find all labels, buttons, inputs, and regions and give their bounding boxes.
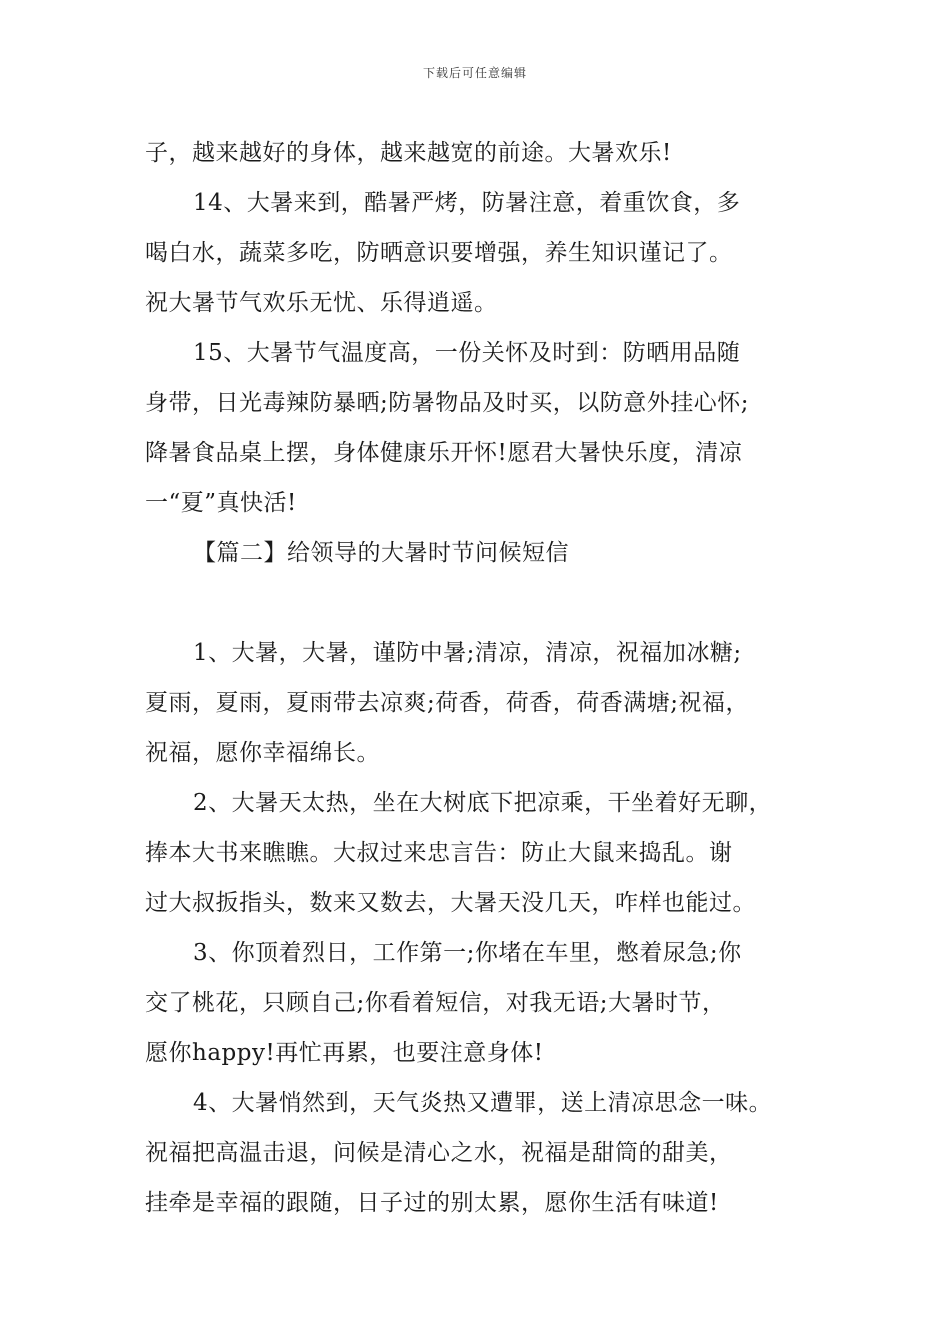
text-line: 14、大暑来到，酷暑严烤，防暑注意，着重饮食，多 — [193, 190, 741, 216]
text-line: 身带，日光毒辣防暴晒;防暑物品及时买，以防意外挂心怀; — [145, 390, 749, 416]
text-line: 喝白水，蔬菜多吃，防晒意识要增强，养生知识谨记了。 — [145, 240, 733, 266]
text-line: 1、大暑，大暑，谨防中暑;清凉，清凉，祝福加冰糖; — [193, 640, 742, 666]
text-line: 15、大暑节气温度高，一份关怀及时到：防晒用品随 — [193, 340, 741, 366]
section-heading: 【篇二】给领导的大暑时节问候短信 — [193, 540, 569, 566]
text-line: 挂牵是幸福的跟随，日子过的别太累，愿你生活有味道! — [145, 1190, 719, 1216]
text-line: 夏雨，夏雨，夏雨带去凉爽;荷香，荷香，荷香满塘;祝福， — [145, 690, 749, 716]
page-header-note: 下载后可任意编辑 — [422, 66, 527, 80]
text-line: 2、大暑天太热，坐在大树底下把凉乘，干坐着好无聊， — [193, 790, 773, 816]
text-line: 交了桃花，只顾自己;你看着短信，对我无语;大暑时节， — [145, 990, 726, 1016]
text-line: 祝福，愿你幸福绵长。 — [145, 740, 380, 766]
text-line: 祝福把高温击退，问候是清心之水，祝福是甜筒的甜美， — [145, 1140, 733, 1166]
text-line: 过大叔扳指头，数来又数去，大暑天没几天，咋样也能过。 — [145, 890, 756, 916]
text-line: 子，越来越好的身体，越来越宽的前途。大暑欢乐! — [145, 140, 672, 166]
text-line: 3、你顶着烈日，工作第一;你堵在车里，憋着尿急;你 — [193, 940, 742, 966]
text-line: 愿你happy!再忙再累，也要注意身体! — [145, 1040, 544, 1066]
text-line: 4、大暑悄然到，天气炎热又遭罪，送上清凉思念一味。 — [193, 1090, 773, 1116]
text-line: 捧本大书来瞧瞧。大叔过来忠言告：防止大鼠来捣乱。谢 — [145, 840, 733, 866]
section-spacer — [145, 578, 835, 628]
text-line: 降暑食品桌上摆，身体健康乐开怀!愿君大暑快乐度，清凉 — [145, 440, 743, 466]
text-line: 一“夏”真快活! — [145, 490, 297, 516]
document-body — [145, 128, 835, 1228]
text-line: 祝大暑节气欢乐无忧、乐得逍遥。 — [145, 290, 498, 316]
